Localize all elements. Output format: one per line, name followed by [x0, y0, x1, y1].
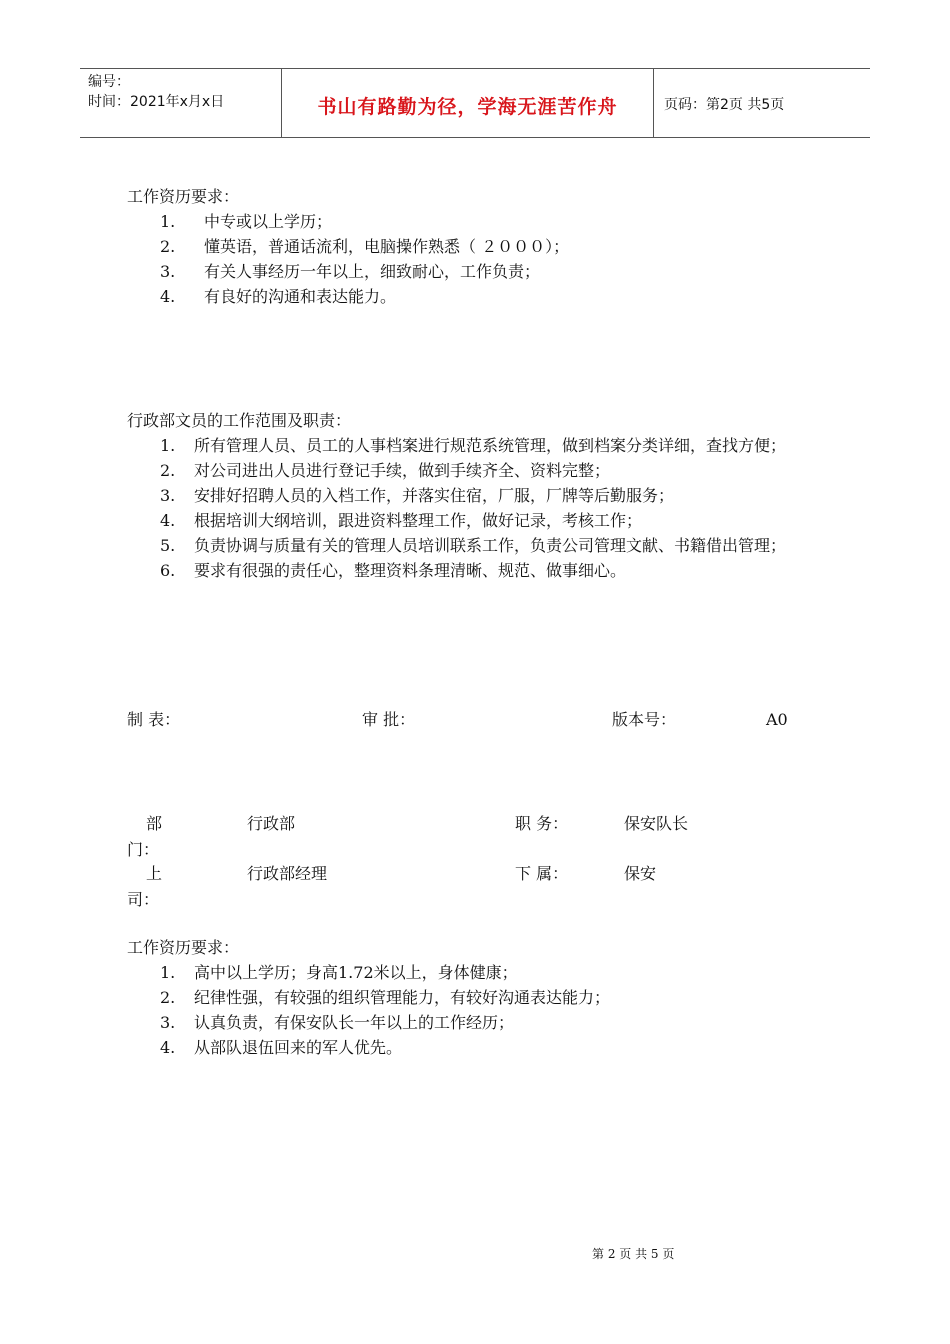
list-item	[127, 960, 747, 985]
qualification-list	[127, 209, 647, 309]
item-text: 从部队退伍回来的军人优先。	[194, 1038, 403, 1057]
item-number: 6.	[160, 561, 176, 580]
item-number: 1.	[160, 212, 176, 231]
page-header	[80, 68, 870, 138]
list-item	[127, 209, 647, 234]
item-text: 负责协调与质量有关的管理人员培训联系工作，负责公司管理文献、书籍借出管理；	[194, 536, 787, 555]
version-label: 版本号：	[612, 710, 677, 729]
list-item	[127, 483, 847, 508]
item-text: 所有管理人员、员工的人事档案进行规范系统管理，做到档案分类详细，查找方便；	[194, 436, 787, 455]
item-number: 3.	[160, 1013, 176, 1032]
list-item	[127, 1035, 747, 1060]
list-item	[127, 259, 647, 284]
item-number: 2.	[160, 461, 176, 480]
item-text: 纪律性强，有较强的组织管理能力，有较好沟通表达能力；	[194, 988, 611, 1007]
list-item	[127, 433, 847, 458]
header-motto: 书山有路勤为径，学海无涯苦作舟	[282, 69, 654, 137]
list-item	[127, 533, 847, 558]
list-item	[127, 284, 647, 309]
item-text: 懂英语，普通话流利，电脑操作熟悉（ ２０００）；	[204, 237, 570, 256]
item-number: 4.	[160, 287, 176, 306]
list-item	[127, 234, 647, 259]
item-text: 有良好的沟通和表达能力。	[204, 287, 397, 306]
document-number-label: 编号：	[88, 74, 130, 90]
qualification-list	[127, 960, 747, 1060]
header-page-info: 页码：第2页 共5页	[664, 97, 785, 113]
superior-label-top: 上	[146, 864, 163, 883]
item-text: 中专或以上学历；	[204, 212, 333, 231]
item-text: 要求有很强的责任心，整理资料条理清晰、规范、做事细心。	[194, 561, 627, 580]
item-number: 3.	[160, 486, 176, 505]
item-number: 4.	[160, 511, 176, 530]
page-footer: 第 2 页 共 5 页	[592, 1247, 675, 1261]
item-number: 2.	[160, 988, 176, 1007]
item-text: 对公司进出人员进行登记手续，做到手续齐全、资料完整；	[194, 461, 611, 480]
header-meta	[80, 69, 282, 137]
duties-section	[127, 408, 847, 583]
qualification-section-2	[127, 935, 747, 1060]
subordinate-label: 下 属：	[515, 864, 569, 883]
department-label-top: 部	[146, 814, 163, 833]
item-text: 高中以上学历；身高1.72米以上，身体健康；	[194, 963, 518, 982]
job-title-label: 职 务：	[515, 814, 569, 833]
list-item	[127, 508, 847, 533]
list-item	[127, 458, 847, 483]
list-item	[127, 1010, 747, 1035]
document-time: 时间：2021年x月x日	[88, 94, 225, 110]
list-item	[127, 558, 847, 583]
job-title-value: 保安队长	[624, 814, 689, 833]
duties-list	[127, 433, 847, 583]
item-text: 根据培训大纲培训，跟进资料整理工作，做好记录，考核工作；	[194, 511, 643, 530]
subordinate-value: 保安	[624, 864, 657, 883]
section-title: 行政部文员的工作范围及职责：	[127, 411, 352, 430]
item-text: 有关人事经历一年以上，细致耐心，工作负责；	[204, 262, 541, 281]
item-number: 1.	[160, 963, 176, 982]
approved-by-label: 审 批：	[362, 710, 416, 729]
department-value: 行政部	[247, 814, 296, 833]
item-number: 1.	[160, 436, 176, 455]
section-title: 工作资历要求：	[127, 187, 240, 206]
item-text: 安排好招聘人员的入档工作，并落实住宿，厂服，厂牌等后勤服务；	[194, 486, 675, 505]
item-number: 4.	[160, 1038, 176, 1057]
prepared-by-label: 制 表：	[127, 710, 181, 729]
version-value: A0	[766, 710, 788, 729]
department-label-bottom: 门：	[127, 840, 160, 859]
item-number: 5.	[160, 536, 176, 555]
item-text: 认真负责，有保安队长一年以上的工作经历；	[194, 1013, 515, 1032]
qualification-section-1	[127, 184, 647, 309]
superior-label-bottom: 司：	[127, 890, 160, 909]
item-number: 2.	[160, 237, 176, 256]
list-item	[127, 985, 747, 1010]
section-title: 工作资历要求：	[127, 938, 240, 957]
item-number: 3.	[160, 262, 176, 281]
superior-value: 行政部经理	[247, 864, 328, 883]
